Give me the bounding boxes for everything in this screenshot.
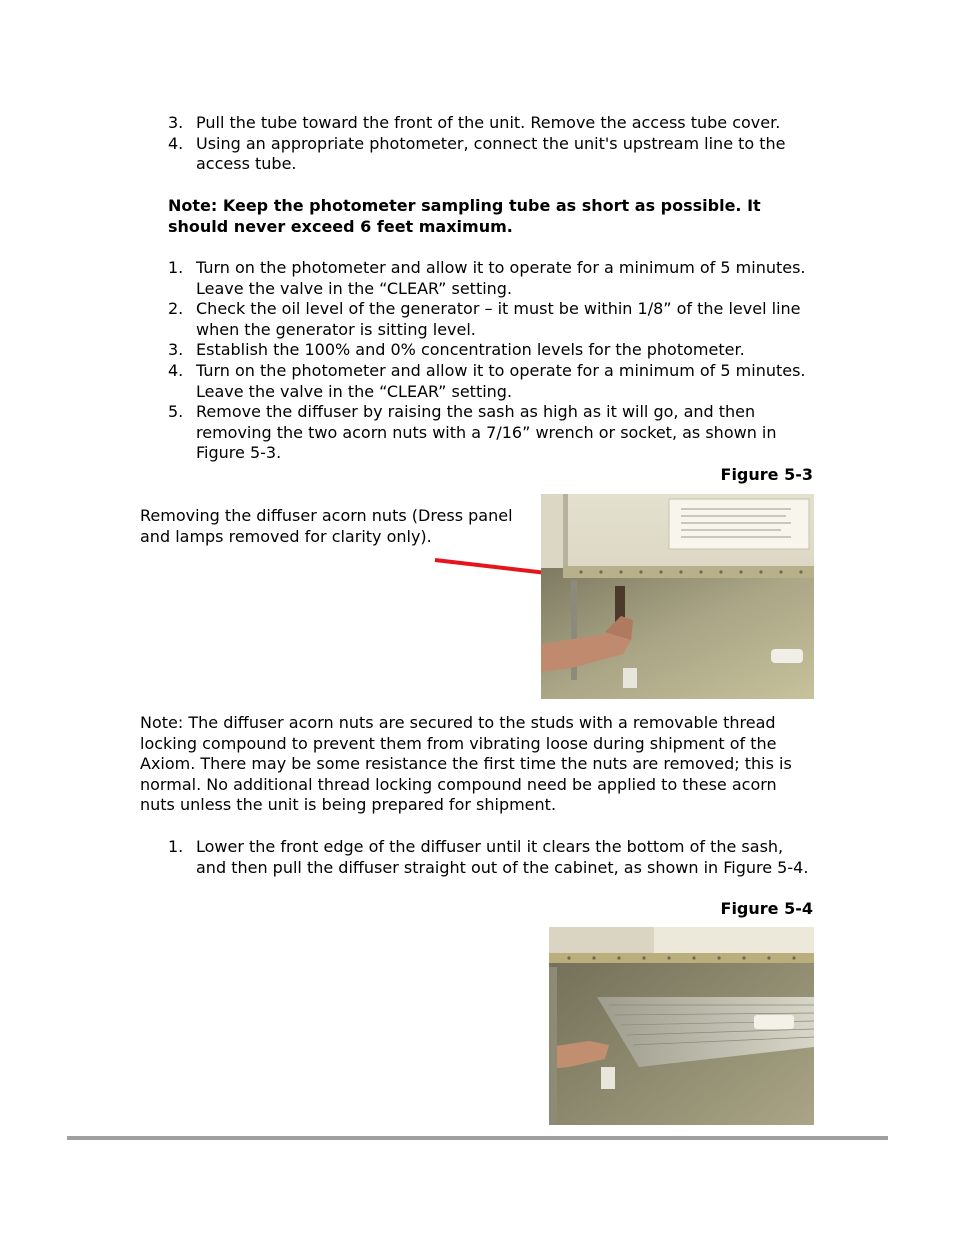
list-number: 3.	[168, 340, 184, 360]
list-text: Lower the front edge of the diffuser until it clears the bottom of the sash, and then pull the diffuser straight out of the cabinet, as shown in Figure 5-4.	[196, 837, 809, 877]
list-text: Turn on the photometer and allow it to operate for a minimum of 5 minutes. Leave the valve in the “CLEAR” setting.	[196, 258, 806, 298]
list-text: Remove the diffuser by raising the sash as high as it will go, and then removing the two acorn nuts with a 7/16” wrench or socket, as shown in Figure 5-3.	[196, 402, 777, 463]
figure-5-4-photo	[549, 927, 814, 1125]
list-text: Pull the tube toward the front of the unit. Remove the access tube cover.	[196, 113, 781, 132]
list-number: 1.	[168, 837, 184, 856]
list-number: 5.	[168, 402, 184, 422]
list-item	[168, 402, 813, 464]
figure-5-3-caption: Removing the diffuser acorn nuts (Dress panel and lamps removed for clarity only).	[140, 506, 513, 546]
steps-list-a	[168, 113, 813, 175]
list-number: 1.	[168, 258, 184, 277]
list-item	[168, 299, 813, 340]
figure-5-3-label: Figure 5-3	[720, 465, 813, 484]
list-item	[168, 361, 813, 402]
steps-list-b	[168, 258, 813, 464]
list-text: Turn on the photometer and allow it to operate for a minimum of 5 minutes. Leave the valve in the “CLEAR” setting.	[196, 360, 806, 401]
list-item	[168, 113, 813, 134]
figure-5-3-photo	[541, 494, 814, 699]
footer-rule	[67, 1136, 888, 1140]
list-number: 2.	[168, 299, 184, 319]
sampling-tube-note: Note: Keep the photometer sampling tube as short as possible. It should never exceed 6 feet maximum.	[168, 196, 761, 236]
acorn-nut-note: Note: The diffuser acorn nuts are secured to the studs with a removable thread locking compound to prevent them from vibrating loose during shipment of the Axiom. There may be some resistance the first time the nuts are removed; this is normal. No additional thread locking compound need be applied to these acorn nuts unless the unit is being prepared for shipment.	[140, 713, 792, 815]
figure-5-4-label: Figure 5-4	[720, 899, 813, 918]
list-number: 4.	[168, 133, 184, 153]
list-number: 3.	[168, 113, 184, 132]
list-item	[168, 258, 813, 299]
steps-list-c	[168, 837, 813, 878]
list-text: Using an appropriate photometer, connect the unit's upstream line to the access tube.	[196, 133, 786, 174]
list-item	[168, 837, 813, 878]
list-number: 4.	[168, 360, 184, 380]
list-item	[168, 134, 813, 175]
list-text: Check the oil level of the generator – it must be within 1/8” of the level line when the generator is sitting level.	[196, 299, 801, 339]
list-text: Establish the 100% and 0% concentration levels for the photometer.	[196, 340, 745, 360]
list-item	[168, 340, 813, 361]
